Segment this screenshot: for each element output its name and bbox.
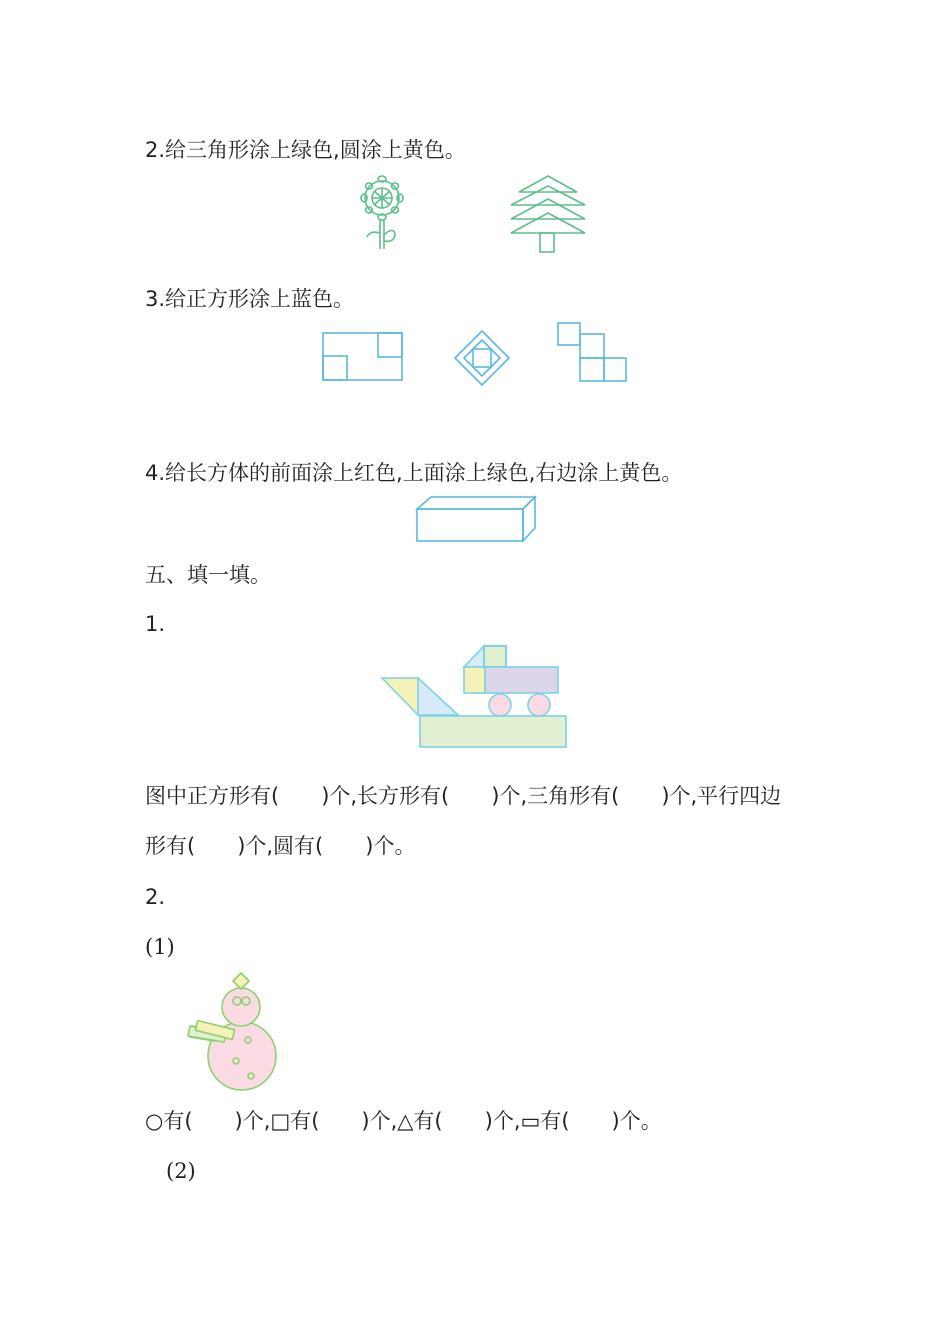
layered-tree-figure (505, 173, 595, 255)
snowman-figure (186, 970, 282, 1096)
item-1-number: 1. (145, 612, 166, 636)
question-2-text: 2.给三角形涂上绿色,圆涂上黄色。 (145, 138, 466, 162)
diamond-squares-figure (452, 328, 512, 388)
section-5-title: 五、填一填。 (145, 563, 271, 587)
question-3-text: 3.给正方形涂上蓝色。 (145, 287, 355, 311)
stacked-squares-figure (555, 320, 631, 386)
question-4-text: 4.给长方体的前面涂上红色,上面涂上绿色,右边涂上黄色。 (145, 461, 683, 485)
item-2-sub-2-label: (2) (166, 1159, 196, 1183)
item-2-sub-1-label: (1) (145, 935, 175, 959)
cuboid-figure (413, 494, 539, 544)
item-2-sub-1-line: ○有( )个,□有( )个,△有( )个,▭有( )个。 (145, 1109, 662, 1133)
item-1-line-1: 图中正方形有( )个,长方形有( )个,三角形有( )个,平行四边 (145, 784, 782, 808)
item-1-line-2: 形有( )个,圆有( )个。 (145, 834, 416, 858)
item-2-number: 2. (145, 885, 166, 909)
truck-figure (378, 642, 570, 750)
sunflower-figure (355, 175, 415, 255)
rectangle-squares-figure (320, 330, 406, 384)
